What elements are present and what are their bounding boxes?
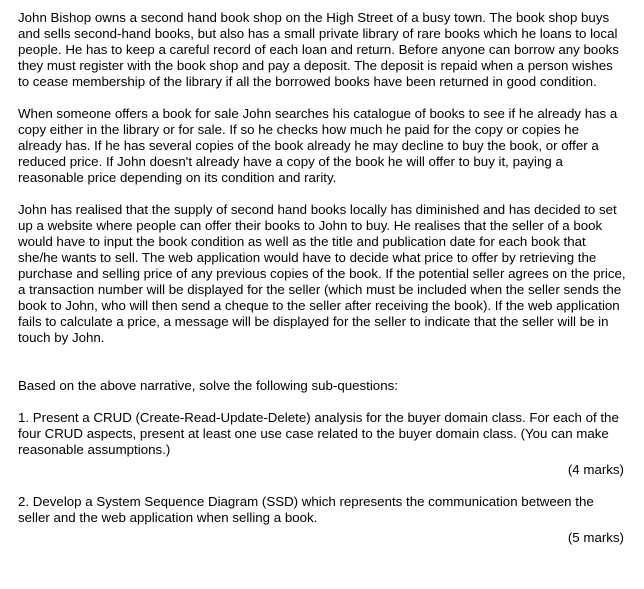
instruction-text: Based on the above narrative, solve the following sub-questions:: [18, 378, 398, 393]
question-2-text: 2. Develop a System Sequence Diagram (SSD) which represents the communication between the seller and the web application when selling a book.: [18, 494, 594, 525]
question-1-marks: (4 marks): [567, 462, 624, 477]
question-2-marks: (5 marks): [567, 530, 624, 545]
narrative-paragraph-1: John Bishop owns a second hand book shop on the High Street of a busy town. The book shop buys and sells second-hand books, but also has a small private library of rare books which he loans to local people. He has to keep a careful record of each loan and return. Before anyone can borrow any books they must register with the book shop and pay a deposit. The deposit is repaid when a person wishes to cease membership of the library if all the borrowed books have been returned in good condition.: [18, 10, 619, 89]
document-page: [18, 10, 626, 546]
question-1-text: 1. Present a CRUD (Create-Read-Update-Delete) analysis for the buyer domain class. For each of the four CRUD aspects, present at least one use case related to the buyer domain class. (You can make reasonable assumptions.): [18, 410, 619, 457]
question-2: [18, 494, 626, 546]
narrative-paragraph-2: When someone offers a book for sale John searches his catalogue of books to see if he already has a copy either in the library or for sale. If so he checks how much he paid for the copy or copies he already has. If he has several copies of the book already he may decline to buy the book, or offer a reduced price. If John doesn't already have a copy of the book he will offer to buy it, paying a reasonable price depending on its condition and rarity.: [18, 106, 618, 185]
narrative-paragraph-3: John has realised that the supply of second hand books locally has diminished and has decided to set up a website where people can offer their books to John to buy. He realises that the seller of a book would have to input the book condition as well as the title and publication date for each book that she/he wants to sell. The web application would have to decide what price to offer by retrieving the purchase and selling price of any previous copies of the book. If the potential seller agrees on the price, a transaction number will be displayed for the seller (which must be included when the seller sends the book to John, who will then send a cheque to the seller after receiving the book). If the web application fails to calculate a price, a message will be displayed for the seller to indicate that the seller will be in touch by John.: [18, 202, 626, 345]
question-1: [18, 410, 626, 478]
